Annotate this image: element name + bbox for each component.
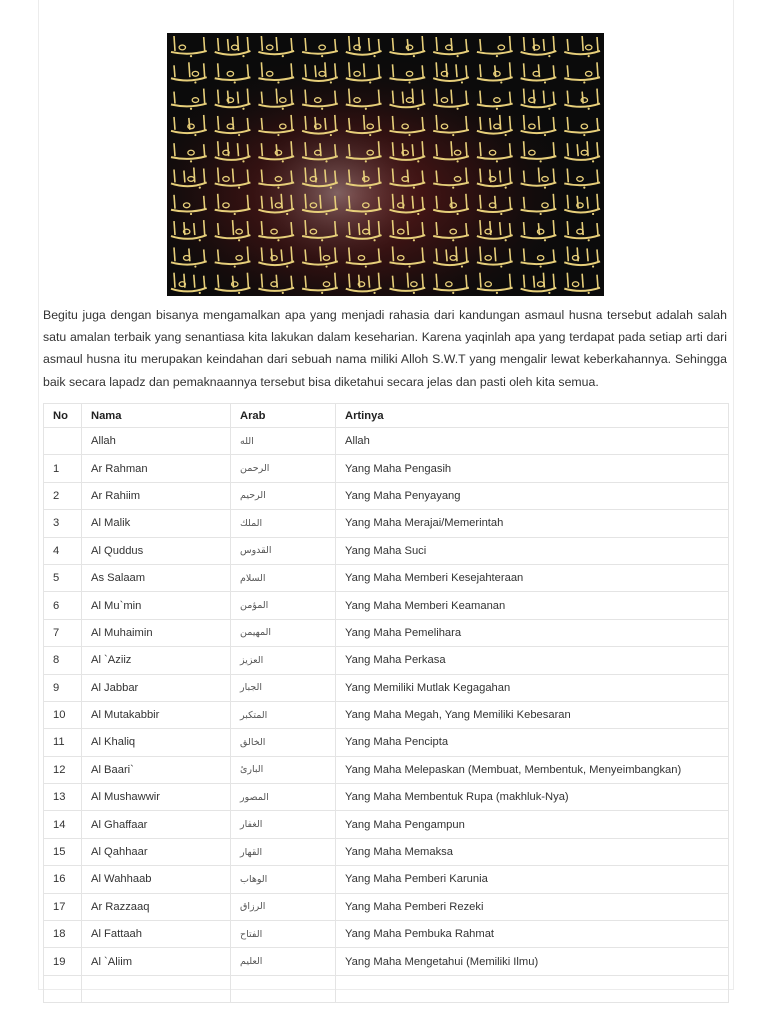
row-name: As Salaam: [82, 564, 231, 591]
table-row: [44, 482, 729, 509]
row-arabic-name: المصور: [231, 784, 336, 811]
row-arabic-name: الرحيم: [231, 482, 336, 509]
row-name: Ar Razzaaq: [82, 893, 231, 920]
row-name: Al Mushawwir: [82, 784, 231, 811]
row-meaning: Yang Maha Memberi Keamanan: [336, 592, 729, 619]
row-meaning: Yang Maha Pengasih: [336, 455, 729, 482]
row-number: 10: [44, 701, 82, 728]
row-meaning: Yang Maha Mengetahui (Memiliki Ilmu): [336, 948, 729, 975]
row-meaning: Yang Maha Perkasa: [336, 647, 729, 674]
row-name: Al Malik: [82, 510, 231, 537]
row-number: 18: [44, 921, 82, 948]
row-number: [44, 428, 82, 455]
row-arabic-name: القدوس: [231, 537, 336, 564]
row-arabic-name: القهار: [231, 838, 336, 865]
row-name: Al Baari`: [82, 756, 231, 783]
table-row: [44, 948, 729, 975]
row-number: 7: [44, 619, 82, 646]
row-meaning: Yang Maha Pemberi Karunia: [336, 866, 729, 893]
row-arabic-name: المتكبر: [231, 701, 336, 728]
row-name: Al Qahhaar: [82, 838, 231, 865]
row-name: Al Ghaffaar: [82, 811, 231, 838]
row-arabic-name: السلام: [231, 564, 336, 591]
row-arabic-name: الملك: [231, 510, 336, 537]
asmaul-husna-table: [43, 403, 729, 1003]
row-meaning: Yang Maha Pengampun: [336, 811, 729, 838]
row-name: Al `Aziiz: [82, 647, 231, 674]
header-meaning: Artinya: [336, 404, 729, 428]
table-header-row: [44, 404, 729, 428]
table-row: [44, 564, 729, 591]
row-arabic-name: المهيمن: [231, 619, 336, 646]
table-row: [44, 537, 729, 564]
row-name: Al Muhaimin: [82, 619, 231, 646]
table-row: [44, 921, 729, 948]
row-number: 2: [44, 482, 82, 509]
row-meaning: Allah: [336, 428, 729, 455]
header-no: No: [44, 404, 82, 428]
table-row: [44, 811, 729, 838]
table-row: [44, 701, 729, 728]
row-number: 5: [44, 564, 82, 591]
row-name: [82, 975, 231, 1002]
row-arabic-name: المؤمن: [231, 592, 336, 619]
row-number: 19: [44, 948, 82, 975]
row-arabic-name: الله: [231, 428, 336, 455]
row-arabic-name: الجبار: [231, 674, 336, 701]
row-name: Al Khaliq: [82, 729, 231, 756]
row-number: 6: [44, 592, 82, 619]
row-meaning: Yang Memiliki Mutlak Kegagahan: [336, 674, 729, 701]
table-row: [44, 674, 729, 701]
table-row: [44, 455, 729, 482]
row-arabic-name: [231, 975, 336, 1002]
row-number: 1: [44, 455, 82, 482]
row-number: 15: [44, 838, 82, 865]
row-name: Al Jabbar: [82, 674, 231, 701]
row-arabic-name: الفتاح: [231, 921, 336, 948]
intro-paragraph: Begitu juga dengan bisanya mengamalkan apa yang menjadi rahasia dari kandungan asmaul husna tersebut adalah salah satu amalan terbaik yang senantiasa kita lakukan dalam keseharian. Karena yaqinlah apa yang terdapat pada setiap arti dari asmaul husna itu merupakan keindahan dari sebuah nama miliki Alloh S.W.T yang mengalir lewat keberkahannya. Sehingga baik secara lapadz dan pemaknaannya tersebut bisa diketahui secara jelas dan pasti oleh kita semua.: [43, 308, 727, 389]
row-number: 14: [44, 811, 82, 838]
row-number: 16: [44, 866, 82, 893]
row-number: 12: [44, 756, 82, 783]
table-row: [44, 428, 729, 455]
table-body: [44, 428, 729, 1003]
table-row: [44, 592, 729, 619]
row-name: Ar Rahiim: [82, 482, 231, 509]
row-meaning: Yang Maha Suci: [336, 537, 729, 564]
row-arabic-name: الغفار: [231, 811, 336, 838]
row-name: Al Mutakabbir: [82, 701, 231, 728]
row-arabic-name: البارئ: [231, 756, 336, 783]
row-meaning: Yang Maha Membentuk Rupa (makhluk-Nya): [336, 784, 729, 811]
row-meaning: Yang Maha Memberi Kesejahteraan: [336, 564, 729, 591]
row-number: 17: [44, 893, 82, 920]
table-row: [44, 619, 729, 646]
row-number: [44, 975, 82, 1002]
table-row: [44, 756, 729, 783]
row-arabic-name: العزيز: [231, 647, 336, 674]
calligraphy-artwork: [167, 33, 604, 296]
row-meaning: Yang Maha Pemberi Rezeki: [336, 893, 729, 920]
table-row: [44, 866, 729, 893]
header-arab: Arab: [231, 404, 336, 428]
row-name: Al `Aliim: [82, 948, 231, 975]
row-meaning: Yang Maha Memaksa: [336, 838, 729, 865]
row-number: 4: [44, 537, 82, 564]
row-meaning: Yang Maha Melepaskan (Membuat, Membentuk, Menyeimbangkan): [336, 756, 729, 783]
row-arabic-name: العليم: [231, 948, 336, 975]
row-number: 8: [44, 647, 82, 674]
table-row: [44, 729, 729, 756]
row-arabic-name: الرحمن: [231, 455, 336, 482]
row-meaning: Yang Maha Megah, Yang Memiliki Kebesaran: [336, 701, 729, 728]
table-row: [44, 647, 729, 674]
row-number: 9: [44, 674, 82, 701]
table-row: [44, 510, 729, 537]
row-arabic-name: الخالق: [231, 729, 336, 756]
row-name: Al Quddus: [82, 537, 231, 564]
row-arabic-name: الرزاق: [231, 893, 336, 920]
row-meaning: [336, 975, 729, 1002]
row-name: Ar Rahman: [82, 455, 231, 482]
table-row: [44, 784, 729, 811]
row-meaning: Yang Maha Penyayang: [336, 482, 729, 509]
row-meaning: Yang Maha Pembuka Rahmat: [336, 921, 729, 948]
asmaul-husna-calligraphy-image: [167, 33, 604, 296]
row-name: Al Fattaah: [82, 921, 231, 948]
row-number: 13: [44, 784, 82, 811]
row-meaning: Yang Maha Pencipta: [336, 729, 729, 756]
row-name: Al Wahhaab: [82, 866, 231, 893]
table-row: [44, 975, 729, 1002]
hero-globe: [252, 123, 422, 263]
row-name: Allah: [82, 428, 231, 455]
row-meaning: Yang Maha Merajai/Memerintah: [336, 510, 729, 537]
header-name: Nama: [82, 404, 231, 428]
row-meaning: Yang Maha Pemelihara: [336, 619, 729, 646]
table-row: [44, 893, 729, 920]
row-name: Al Mu`min: [82, 592, 231, 619]
row-number: 3: [44, 510, 82, 537]
table-row: [44, 838, 729, 865]
row-number: 11: [44, 729, 82, 756]
row-arabic-name: الوهاب: [231, 866, 336, 893]
